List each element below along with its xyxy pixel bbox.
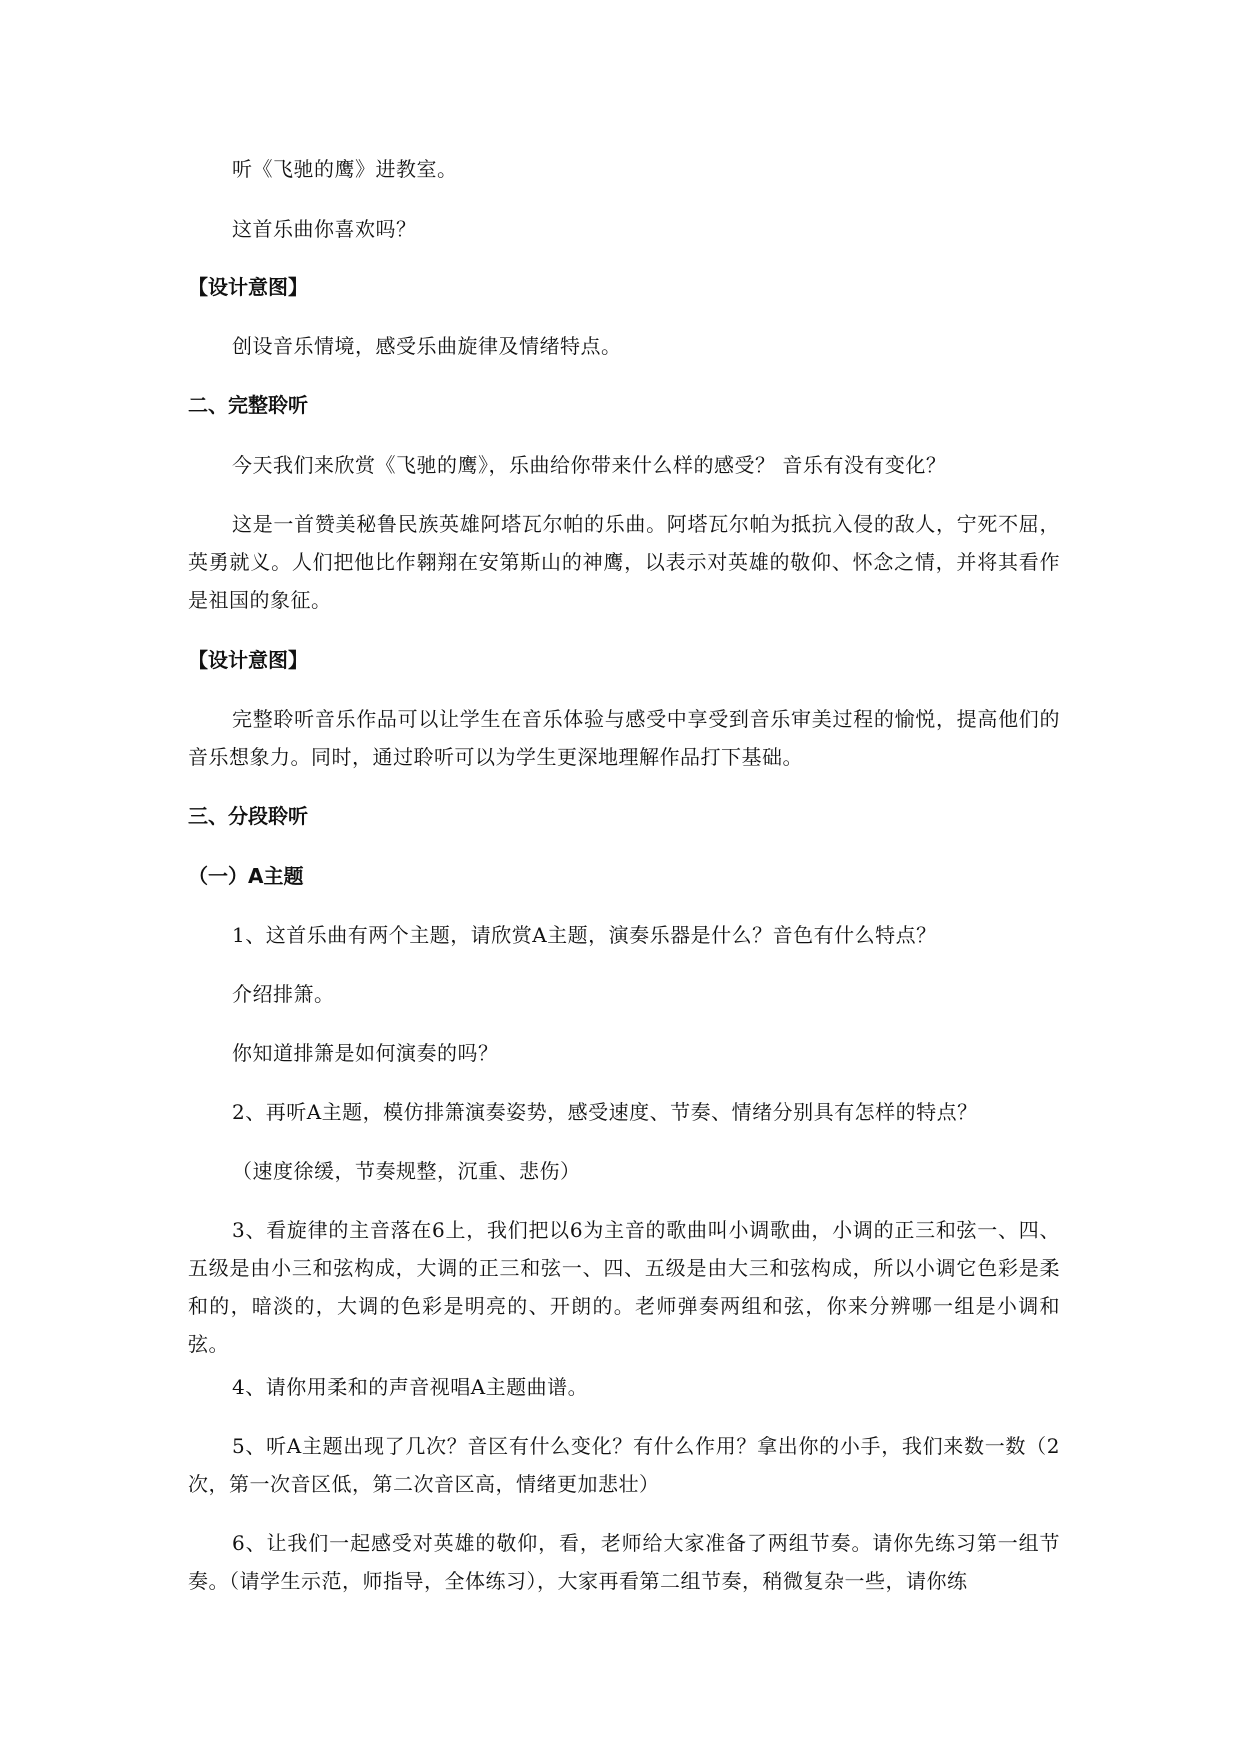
heading-theme-a: （一）A主题 [188,864,304,888]
paragraph-item-2-answer: （速度徐缓，节奏规整，沉重、悲伤） [232,1159,581,1183]
paragraph-item-4: 4、请你用柔和的声音视唱A主题曲谱。 [232,1375,589,1399]
paragraph-design-intent-2: 完整聆听音乐作品可以让学生在音乐体验与感受中享受到音乐审美过程的愉悦，提高他们的音乐想象力。同时，通过聆听可以为学生更深地理解作品打下基础。 [188,707,1060,769]
heading-section-2: 二、完整聆听 [188,393,308,417]
heading-design-intent-2: 【设计意图】 [188,648,308,672]
paragraph-panpipe-question: 你知道排箫是如何演奏的吗？ [232,1041,499,1065]
paragraph-item-1: 1、这首乐曲有两个主题，请欣赏A主题，演奏乐器是什么？音色有什么特点？ [232,923,937,947]
paragraph-question-like: 这首乐曲你喜欢吗？ [232,217,417,241]
paragraph-item-5: 5、听A主题出现了几次？音区有什么变化？有什么作用？拿出你的小手，我们来数一数（2次，第一次音区低，第二次音区高，情绪更加悲壮） [188,1434,1060,1496]
paragraph-introduce-panpipe: 介绍排箫。 [232,982,335,1006]
paragraph-item-2: 2、再听A主题，模仿排箫演奏姿势，感受速度、节奏、情绪分别具有怎样的特点？ [232,1100,978,1124]
paragraph-item-3: 3、看旋律的主音落在6上，我们把以6为主音的歌曲叫小调歌曲，小调的正三和弦一、四、五级是由小三和弦构成，大调的正三和弦一、四、五级是由大三和弦构成，所以小调它色彩是柔和的，暗淡的，大调的色彩是明亮的、开朗的。老师弹奏两组和弦，你来分辨哪一组是小调和弦。 [188,1218,1060,1356]
paragraph-appreciate-question: 今天我们来欣赏《飞驰的鹰》，乐曲给你带来什么样的感受？ 音乐有没有变化？ [232,453,947,477]
paragraph-item-6: 6、让我们一起感受对英雄的敬仰，看，老师给大家准备了两组节奏。请你先练习第一组节奏。（请学生示范，师指导，全体练习），大家再看第二组节奏，稍微复杂一些，请你练 [188,1531,1060,1593]
paragraph-design-intent-1: 创设音乐情境，感受乐曲旋律及情绪特点。 [232,334,622,358]
paragraph-entering-classroom: 听《飞驰的鹰》进教室。 [232,157,458,181]
heading-design-intent-1: 【设计意图】 [188,275,308,299]
heading-section-3: 三、分段聆听 [188,804,308,828]
paragraph-hero-background: 这是一首赞美秘鲁民族英雄阿塔瓦尔帕的乐曲。阿塔瓦尔帕为抵抗入侵的敌人，宁死不屈，英勇就义。人们把他比作翱翔在安第斯山的神鹰，以表示对英雄的敬仰、怀念之情，并将其看作是祖国的象征。 [188,512,1060,612]
